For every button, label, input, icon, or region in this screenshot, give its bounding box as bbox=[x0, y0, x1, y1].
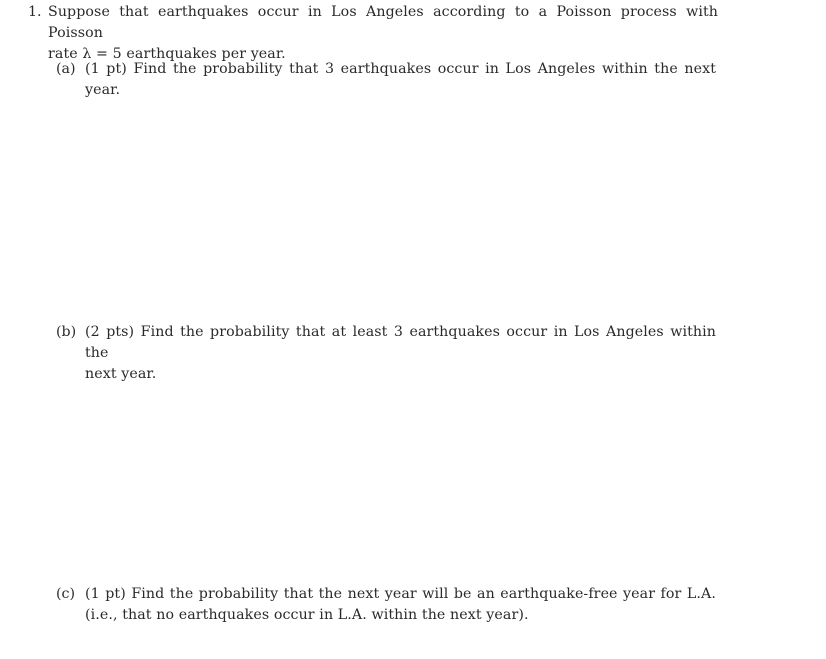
problem-statement bbox=[48, 2, 718, 65]
part-a bbox=[56, 59, 716, 101]
problem-statement-line-2: rate λ = 5 earthquakes per year. bbox=[48, 46, 286, 62]
part-c-label: (c) bbox=[56, 586, 76, 602]
part-a-line-1: (1 pt) Find the probability that 3 earthquakes occur in Los Angeles within the next bbox=[85, 61, 716, 77]
part-b-line-2: next year. bbox=[85, 366, 157, 382]
problem-1 bbox=[28, 2, 718, 65]
part-c-text bbox=[85, 584, 716, 626]
part-b-label: (b) bbox=[56, 324, 77, 340]
part-a-text bbox=[85, 59, 716, 101]
part-c-line-1: (1 pt) Find the probability that the next year will be an earthquake-free year for L.A. bbox=[85, 586, 716, 602]
part-b-line-1: (2 pts) Find the probability that at least 3 earthquakes occur in Los Angeles within the bbox=[85, 324, 716, 361]
part-b-answer-space bbox=[56, 368, 716, 578]
part-c-line-2: (i.e., that no earthquakes occur in L.A. within the next year). bbox=[85, 607, 529, 623]
problem-number: 1. bbox=[28, 4, 42, 20]
problem-statement-line-1: Suppose that earthquakes occur in Los Angeles according to a Poisson process with Poisson bbox=[48, 4, 718, 41]
part-c bbox=[56, 584, 716, 626]
part-a-label: (a) bbox=[56, 61, 76, 77]
part-a-line-2: year. bbox=[85, 82, 121, 98]
part-a-answer-space bbox=[56, 105, 716, 315]
